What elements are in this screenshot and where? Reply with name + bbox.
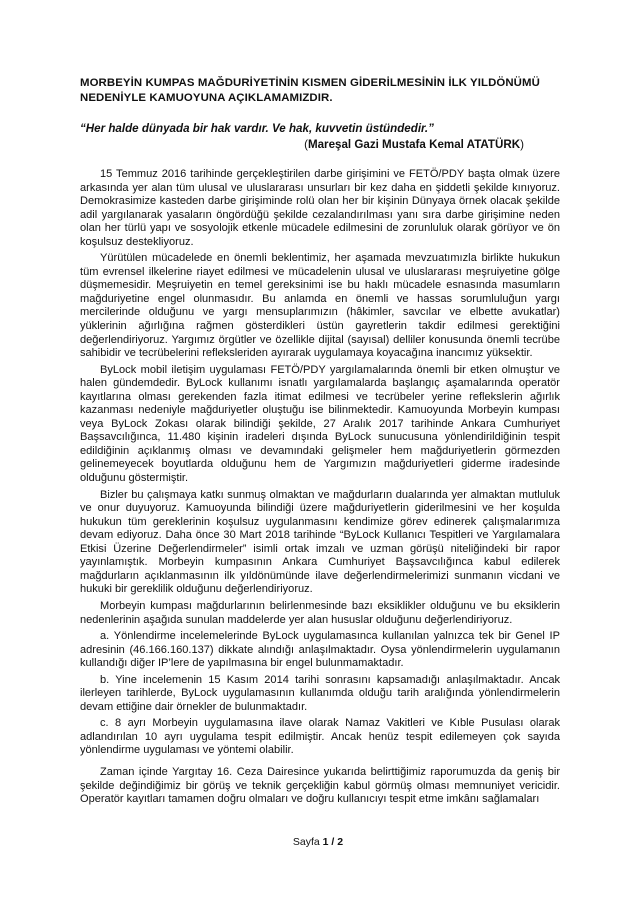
paragraph-bylock: ByLock mobil iletişim uygulaması FETÖ/PDY yargılamalarında önemli bir etken olmuştur ve halen gündemdedir. ByLock kullanımı isnatlı yargılamalarda başlangıç aşamalarında operatör kayıtlarına olması gerekenden fazla itimat edilmesi ve tecrübeler yerine reflekslerin ağırlık kazanması nedeniyle mağduriyetler oluştuğu ise bilinmektedir. Kamuoyunda Morbeyin kumpası veya ByLock Zokası olarak bilindiği şekilde, 27 Aralık 2017 tarihinde Ankara Cumhuriyet Başsavcılığınca, 11.480 kişinin iradeleri dışında ByLock sunucusuna yönlendirildiğinin tespit edildiğinin açıklanmış olması ve devamındaki gelişmeler hem mağduriyetlerin görmezden gelinemeyecek boyutlarda olduğunu hem de Yargımızın mağduriyetleri giderme iradesinde olduğunu göstermiştir. [80, 363, 560, 485]
paragraph-shortcomings: Morbeyin kumpası mağdurlarının belirlenmesinde bazı eksiklikler olduğunu ve bu eksiklerin nedenlerinin aşağıda sunulan maddelerde yer alan hususlar olduğunu değerlendiriyoruz. [80, 599, 560, 626]
quote-author-close: ) [520, 138, 524, 151]
list-item-b: b. Yine incelemenin 15 Kasım 2014 tarihi sonrasını kapsamadığı anlaşılmaktadır. Ancak ilerleyen tarihlerde, ByLock uygulamasının kullanımda olduğu tarih aralığında yönlendirmelerin devam ettiğine dair örnekler de bulunmaktadır. [80, 673, 560, 713]
paragraph-contribution: Bizler bu çalışmaya katkı sunmuş olmaktan ve mağdurların dualarında yer almaktan mutluluk ve onur duyuyoruz. Kamuoyunda bilindiği üzere mağduriyetlerin giderilmesini ve her koşulda hukukun tüm gereklerinin koşulsuz uygulanmasını kendimize görev edinerek çalışmalarımıza devam ediyoruz. Daha önce 30 Mart 2018 tarihinde “ByLock Kullanıcı Tespitleri ve Yargılamalara Etkisi Üzerine Değerlendirmeler” isimli ortak imzalı ve uzman görüşü niteliğindeki bir rapor yayınlamıştık. Morbeyin kumpasının Ankara Cumhuriyet Başsavcılığınca kabul edilerek mağdurların açıklanmasının ilk yıldönümünde ilave değerlendirmelerimizi sunmanın vicdani ve hukuki bir gereklilik olduğunu değerlendiriyoruz. [80, 488, 560, 596]
ataturk-quote: “Her halde dünyada bir hak vardır. Ve hak, kuvvetin üstündedir.” [80, 122, 434, 135]
document-title: MORBEYİN KUMPAS MAĞDURİYETİNİN KISMEN GİDERİLMESİNİN İLK YILDÖNÜMÜ NEDENİYLE KAMUOYUNA AÇIKLAMAMIZDIR. [80, 77, 540, 104]
page-number: 1 / 2 [322, 836, 344, 848]
quote-author-open: ( [304, 138, 308, 151]
paragraph-expectation: Yürütülen mücadelede en önemli beklentimiz, her aşamada mevzuatımızla birlikte hukukun tüm evrensel ilkelerine riayet edilmesi ve mücadelenin ulusal ve uluslararası meşruiyetine gölge düşmemesidir. Meşruiyetin en temel gereksinimi ise bu haklı mücadele esnasında masumların mağduriyetine engel olunmasıdır. Bu anlamda en önemli ve hassas sorumluluğun yargı mercilerinde olduğunu ve yargı mensuplarımızın (hâkimler, savcılar ve elbette avukatlar) yüklerinin ağırlığına rağmen gösterdikleri üstün gayretlerin takdir edilmesi gerektiğini değerlendiriyoruz. Yargımız örgütler ve özellikle dijital (sayısal) delliler konusunda önemli tecrübe sahibidir ve tecrübelerini refleksleriden ayırarak uygulamaya koyacağına inancımız yüksektir. [80, 252, 560, 360]
page-footer [0, 836, 636, 849]
quote-author-name: Mareşal Gazi Mustafa Kemal ATATÜRK [307, 138, 521, 151]
quote-author [80, 138, 524, 152]
list-item-c: c. 8 ayrı Morbeyin uygulamasına ilave olarak Namaz Vakitleri ve Kıble Pusulası olarak adlandırılan 10 ayrı uygulama tespit edilmiştir. Ancak henüz tespit edilemeyen çok sayıda yönlendirme uygulaması ve yöntemi olabilir. [80, 717, 560, 757]
page-label: Sayfa [292, 836, 323, 848]
document-body [80, 168, 560, 810]
paragraph-intro: 15 Temmuz 2016 tarihinde gerçekleştirilen darbe girişimini ve FETÖ/PDY başta olmak üzere arkasında yer alan tüm ulusal ve uluslararası unsurları bir kez daha en şiddetli şekilde kınıyoruz. Demokrasimize kasteden darbe girişiminde rolü olan her bir kişinin Dünyaya örnek olacak şekilde adil yargılanarak yasaların öngördüğü şekilde cezalandırılması yanı sıra darbe girişimine neden olan her türlü yapı ve sosyolojik etkenle mücadele edilmesini de zorunluluk olarak görüyor ve ön koşulsuz destekliyoruz. [80, 168, 560, 248]
list-item-a: a. Yönlendirme incelemelerinde ByLock uygulamasınca kullanılan yalnızca tek bir Genel IP adresinin (46.166.160.137) dikkate alındığı anlaşılmaktadır. Oysa yönlendirmelerin uygulamanın kullandığı diğer IP’lere de yapılmasına bir engel bulunmamaktadır. [80, 630, 560, 670]
paragraph-yargitay: Zaman içinde Yargıtay 16. Ceza Dairesince yukarıda belirttiğimiz raporumuzda da geniş bir şekilde değindiğimiz bir görüş ve teknik gerçekliğin kabul görmüş olması memnuniyet vericidir. Operatör kayıtları tamamen doğru olmaları ve doğru kullanıcıyı tespit etme imkânı sağlamaları [80, 765, 560, 806]
